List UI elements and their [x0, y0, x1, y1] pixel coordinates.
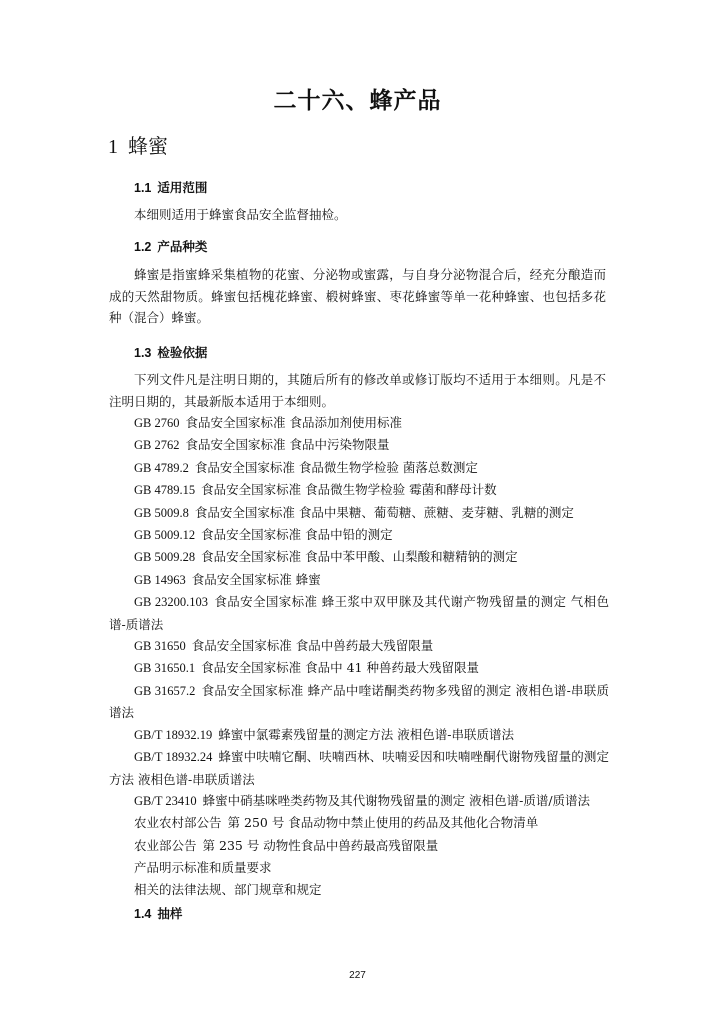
reference-title: 食品安全国家标准 食品中污染物限量	[185, 437, 390, 453]
reference-code: GB 5009.8	[134, 505, 189, 520]
reference-item	[109, 412, 609, 434]
reference-item	[109, 546, 609, 568]
reference-title: 食品安全国家标准 食品中果糖、葡萄糖、蔗糖、麦芽糖、乳糖的测定	[194, 504, 574, 520]
reference-title: 食品安全国家标准 蜂蜜	[191, 571, 321, 587]
subsection-title: 产品种类	[157, 239, 208, 254]
reference-code: GB 5009.28	[134, 550, 196, 565]
product-types-paragraph: 蜂蜜是指蜜蜂采集植物的花蜜、分泌物或蜜露，与自身分泌物混合后，经充分酿造而成的天然甜物质。蜂蜜包括槐花蜂蜜、椴树蜂蜜、枣花蜂蜜等单一花种蜂蜜、也包括多花种（混合）蜂蜜。	[109, 267, 606, 325]
reference-code: GB 31657.2	[134, 683, 196, 698]
subsection-title: 检验依据	[157, 345, 208, 360]
reference-item	[109, 746, 609, 790]
reference-code: GB 14963	[134, 572, 186, 587]
subsection-heading-scope	[134, 178, 207, 196]
reference-title: 蜂蜜中呋喃它酮、呋喃西林、呋喃妥因和呋喃唑酮代谢物残留量的测定方法 液相色谱-串联质谱法	[109, 749, 609, 787]
reference-title: 蜂蜜中氯霉素残留量的测定方法 液相色谱-串联质谱法	[218, 726, 514, 742]
reference-title: 第 250 号 食品动物中禁止使用的药品及其他化合物清单	[227, 815, 539, 831]
page-number: 227	[349, 970, 366, 981]
subsection-title: 抽样	[157, 906, 183, 921]
scope-paragraph: 本细则适用于蜂蜜食品安全监督抽检。	[134, 207, 347, 222]
reference-code: 农业部公告	[134, 838, 197, 853]
reference-list	[109, 412, 609, 900]
subsection-number: 1.1	[134, 181, 152, 195]
reference-item	[109, 434, 609, 456]
reference-code: GB 23200.103	[134, 595, 208, 610]
reference-title: 食品安全国家标准 蜂王浆中双甲脒及其代谢产物残留量的测定 气相色谱-质谱法	[109, 594, 609, 632]
reference-item	[109, 879, 609, 900]
reference-title: 产品明示标准和质量要求	[134, 860, 272, 876]
reference-item	[109, 680, 609, 724]
reference-title: 食品安全国家标准 食品中苯甲酸、山梨酸和糖精钠的测定	[201, 549, 518, 565]
reference-code: GB 31650.1	[134, 661, 196, 676]
reference-title: 食品安全国家标准 食品添加剂使用标准	[185, 415, 402, 430]
reference-item	[109, 635, 609, 657]
reference-code: GB 2760	[134, 416, 180, 430]
reference-item	[109, 724, 609, 746]
reference-code: GB 4789.15	[134, 483, 196, 498]
reference-item	[109, 857, 609, 878]
reference-title: 蜂蜜中硝基咪唑类药物及其代谢物残留量的测定 液相色谱-质谱/质谱法	[202, 792, 591, 808]
reference-item	[109, 812, 609, 834]
subsection-number: 1.4	[134, 907, 152, 921]
reference-item	[109, 835, 609, 857]
reference-item	[109, 479, 609, 501]
reference-code: GB 4789.2	[134, 460, 189, 475]
reference-title: 食品安全国家标准 食品微生物学检验 菌落总数测定	[194, 459, 478, 475]
section-number: 1	[108, 136, 118, 158]
reference-title: 食品安全国家标准 食品中 41 种兽药最大残留限量	[201, 660, 479, 676]
reference-item	[109, 502, 609, 524]
reference-item	[109, 457, 609, 479]
reference-code: GB 31650	[134, 639, 186, 654]
reference-title: 第 235 号 动物性食品中兽药最高残留限量	[202, 837, 439, 853]
reference-title: 相关的法律法规、部门规章和规定	[134, 881, 322, 897]
chapter-title: 二十六、蜂产品	[273, 88, 442, 114]
reference-code: GB 2762	[134, 438, 180, 453]
subsection-title: 适用范围	[157, 180, 208, 195]
reference-code: GB/T 18932.24	[134, 750, 213, 765]
reference-item	[109, 524, 609, 546]
reference-item	[109, 569, 609, 591]
subsection-number: 1.2	[134, 240, 152, 254]
section-heading	[108, 130, 168, 159]
reference-code: GB 5009.12	[134, 528, 196, 543]
reference-title: 食品安全国家标准 食品中兽药最大残留限量	[191, 638, 434, 654]
test-basis-paragraph: 下列文件凡是注明日期的，其随后所有的修改单或修订版均不适用于本细则。凡是不注明日期的，其最新版本适用于本细则。	[109, 372, 606, 409]
subsection-heading-product-types	[134, 237, 207, 255]
reference-item	[109, 657, 609, 679]
reference-title: 食品安全国家标准 食品微生物学检验 霉菌和酵母计数	[201, 482, 497, 498]
subsection-heading-test-basis	[134, 343, 207, 361]
reference-title: 食品安全国家标准 蜂产品中喹诺酮类药物多残留的测定 液相色谱-串联质谱法	[109, 682, 609, 721]
section-title: 蜂蜜	[128, 134, 168, 158]
reference-title: 食品安全国家标准 食品中铅的测定	[201, 527, 393, 543]
reference-item	[109, 591, 609, 635]
reference-item	[109, 790, 609, 812]
subsection-heading-sampling	[134, 904, 182, 922]
subsection-number: 1.3	[134, 346, 152, 360]
reference-code: GB/T 23410	[134, 793, 197, 808]
reference-code: GB/T 18932.19	[134, 727, 213, 742]
reference-code: 农业农村部公告	[134, 816, 222, 831]
